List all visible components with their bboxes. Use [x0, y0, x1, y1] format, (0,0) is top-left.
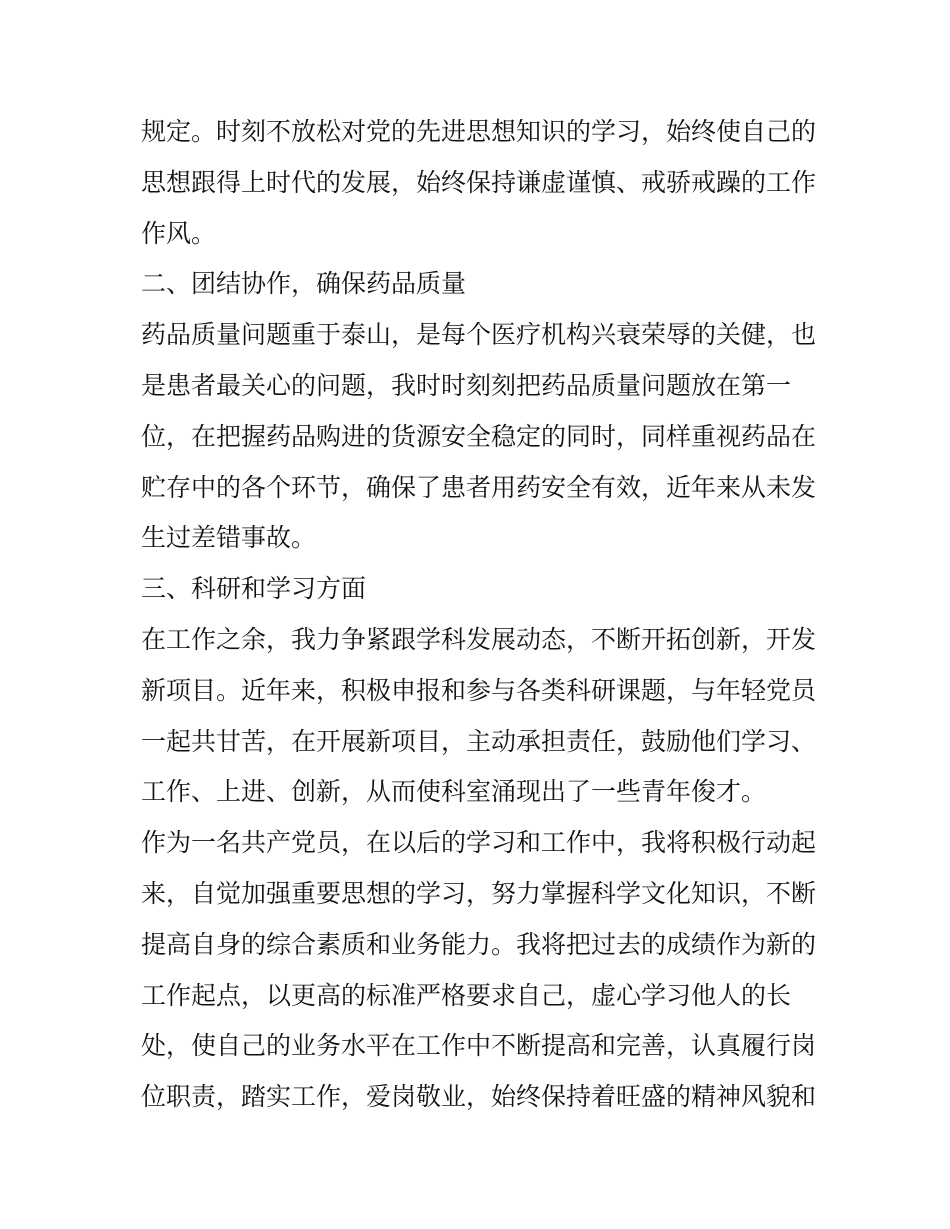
text-line: 规定。时刻不放松对党的先进思想知识的学习，始终使自己的 — [141, 117, 817, 146]
document-body — [141, 107, 821, 1123]
text-line: 来，自觉加强重要思想的学习，努力掌握科学文化知识，不断 — [141, 878, 817, 908]
text-line: 是患者最关心的问题，我时时刻刻把药品质量问题放在第一 — [141, 370, 792, 400]
text-line: 一起共甘苦，在开展新项目，主动承担责任，鼓励他们学习、 — [141, 726, 817, 756]
text-line: 思想跟得上时代的发展，始终保持谦虚谨慎、戒骄戒躁的工作 — [141, 167, 817, 197]
text-line: 位职责，踏实工作，爱岗敬业，始终保持着旺盛的精神风貌和 — [141, 1082, 817, 1112]
text-line: 在工作之余，我力争紧跟学科发展动态，不断开拓创新，开发 — [141, 624, 817, 654]
text-line: 位，在把握药品购进的货源安全稳定的同时，同样重视药品在 — [141, 421, 817, 451]
text-line: 工作起点，以更高的标准严格要求自己，虚心学习他人的长 — [141, 980, 792, 1010]
text-line: 处，使自己的业务水平在工作中不断提高和完善，认真履行岗 — [141, 1031, 817, 1061]
section-heading: 三、科研和学习方面 — [141, 574, 367, 604]
text-line: 贮存中的各个环节，确保了患者用药安全有效，近年来从未发 — [141, 472, 817, 502]
text-line: 药品质量问题重于泰山，是每个医疗机构兴衰荣辱的关健，也 — [141, 320, 817, 350]
text-line: 生过差错事故。 — [141, 523, 317, 553]
section-heading: 二、团结协作，确保药品质量 — [141, 269, 467, 299]
text-line: 作风。 — [141, 218, 217, 248]
text-line: 作为一名共产党员，在以后的学习和工作中，我将积极行动起 — [141, 828, 817, 858]
text-line: 工作、上进、创新，从而使科室涌现出了一些青年俊才。 — [141, 777, 767, 807]
text-line: 提高自身的综合素质和业务能力。我将把过去的成绩作为新的 — [141, 929, 817, 959]
text-line: 新项目。近年来，积极申报和参与各类科研课题，与年轻党员 — [141, 675, 817, 705]
